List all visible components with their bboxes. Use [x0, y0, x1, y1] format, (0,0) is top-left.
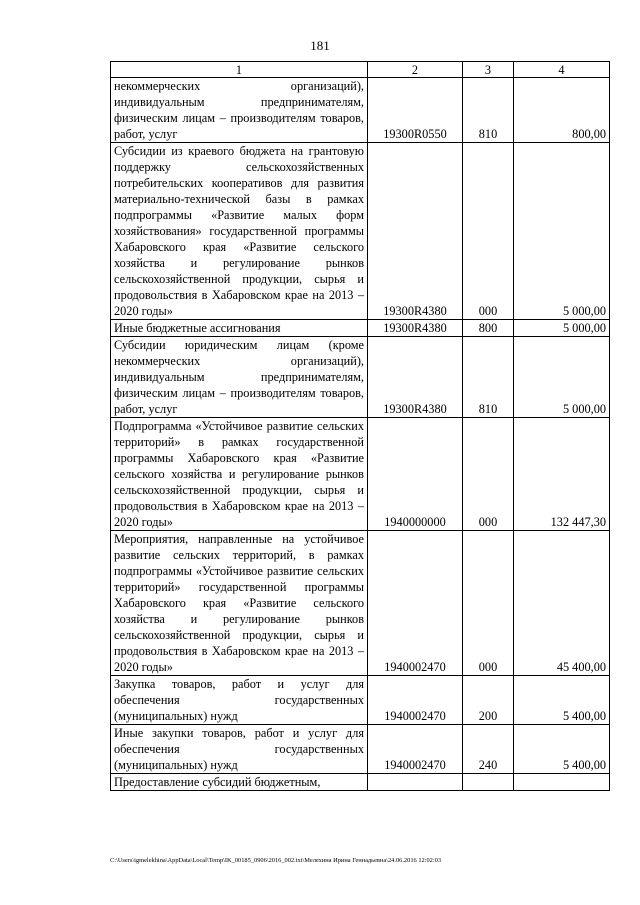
table-row: [111, 418, 610, 531]
row-amount: 800,00: [514, 78, 610, 143]
table-row: [111, 774, 610, 791]
column-header-1: 1: [111, 62, 368, 78]
row-expense-type: 000: [463, 531, 514, 676]
row-code: 19300R0550: [368, 78, 463, 143]
table-row: [111, 78, 610, 143]
row-description: Предоставление субсидий бюджетным,: [111, 774, 368, 791]
row-amount: 45 400,00: [514, 531, 610, 676]
budget-table: [110, 61, 610, 791]
row-amount: 132 447,30: [514, 418, 610, 531]
row-code: 1940002470: [368, 725, 463, 774]
row-expense-type: 240: [463, 725, 514, 774]
row-code: 19300R4380: [368, 320, 463, 337]
row-amount: 5 000,00: [514, 143, 610, 320]
row-description: некоммерческих организаций), индивидуальным предпринимателям, физическим лицам – производителям товаров, работ, услуг: [111, 78, 368, 143]
row-description: Мероприятия, направленные на устойчивое развитие сельских территорий, в рамках подпрограммы «Устойчивое развитие сельских территорий» государственной программы Хабаровского края «Развитие сельского хозяйства и регулирование рынков сельскохозяйственной продукции, сырья и продовольствия в Хабаровском крае на 2013 – 2020 годы»: [111, 531, 368, 676]
row-expense-type: [463, 774, 514, 791]
column-header-2: 2: [368, 62, 463, 78]
row-description: Закупка товаров, работ и услуг для обеспечения государственных (муниципальных) нужд: [111, 676, 368, 725]
row-code: 1940000000: [368, 418, 463, 531]
row-amount: [514, 774, 610, 791]
row-amount: 5 400,00: [514, 676, 610, 725]
row-description: Подпрограмма «Устойчивое развитие сельских территорий» в рамках государственной программы Хабаровского края «Развитие сельского хозяйства и регулирование рынков сельскохозяйственной продукции, сырья и продовольствия в Хабаровском крае на 2013 – 2020 годы»: [111, 418, 368, 531]
row-code: 19300R4380: [368, 337, 463, 418]
table-row: [111, 531, 610, 676]
row-description: Субсидии юридическим лицам (кроме некоммерческих организаций), индивидуальным предпринимателям, физическим лицам – производителям товаров, работ, услуг: [111, 337, 368, 418]
table-row: [111, 725, 610, 774]
row-description: Субсидии из краевого бюджета на грантовую поддержку сельскохозяйственных потребительских кооперативов для развития материально-технической базы в рамках подпрограммы «Развитие малых форм хозяйствования» государственной программы Хабаровского края «Развитие сельского хозяйства и регулирование рынков сельскохозяйственной продукции, сырья и продовольствия в Хабаровском крае на 2013 – 2020 годы»: [111, 143, 368, 320]
table-row: [111, 337, 610, 418]
table-row: [111, 676, 610, 725]
row-expense-type: 000: [463, 418, 514, 531]
row-expense-type: 810: [463, 78, 514, 143]
row-code: 1940002470: [368, 531, 463, 676]
row-description: Иные бюджетные ассигнования: [111, 320, 368, 337]
row-amount: 5 400,00: [514, 725, 610, 774]
row-expense-type: 810: [463, 337, 514, 418]
table-row: [111, 320, 610, 337]
column-header-4: 4: [514, 62, 610, 78]
row-code: 19300R4380: [368, 143, 463, 320]
row-description: Иные закупки товаров, работ и услуг для обеспечения государственных (муниципальных) нужд: [111, 725, 368, 774]
header-row: [111, 62, 610, 78]
file-path-footer: C:\Users\igmelekhina\AppData\Local\Temp\IK_00185_0906\2016_002.txt\Мелехина Ирина Геннадьевна\24.06.2016 12:02:03: [110, 857, 442, 864]
row-expense-type: 800: [463, 320, 514, 337]
page-number: 181: [310, 38, 330, 53]
row-amount: 5 000,00: [514, 320, 610, 337]
column-header-3: 3: [463, 62, 514, 78]
row-expense-type: 000: [463, 143, 514, 320]
table-row: [111, 143, 610, 320]
row-code: [368, 774, 463, 791]
row-amount: 5 000,00: [514, 337, 610, 418]
row-code: 1940002470: [368, 676, 463, 725]
row-expense-type: 200: [463, 676, 514, 725]
